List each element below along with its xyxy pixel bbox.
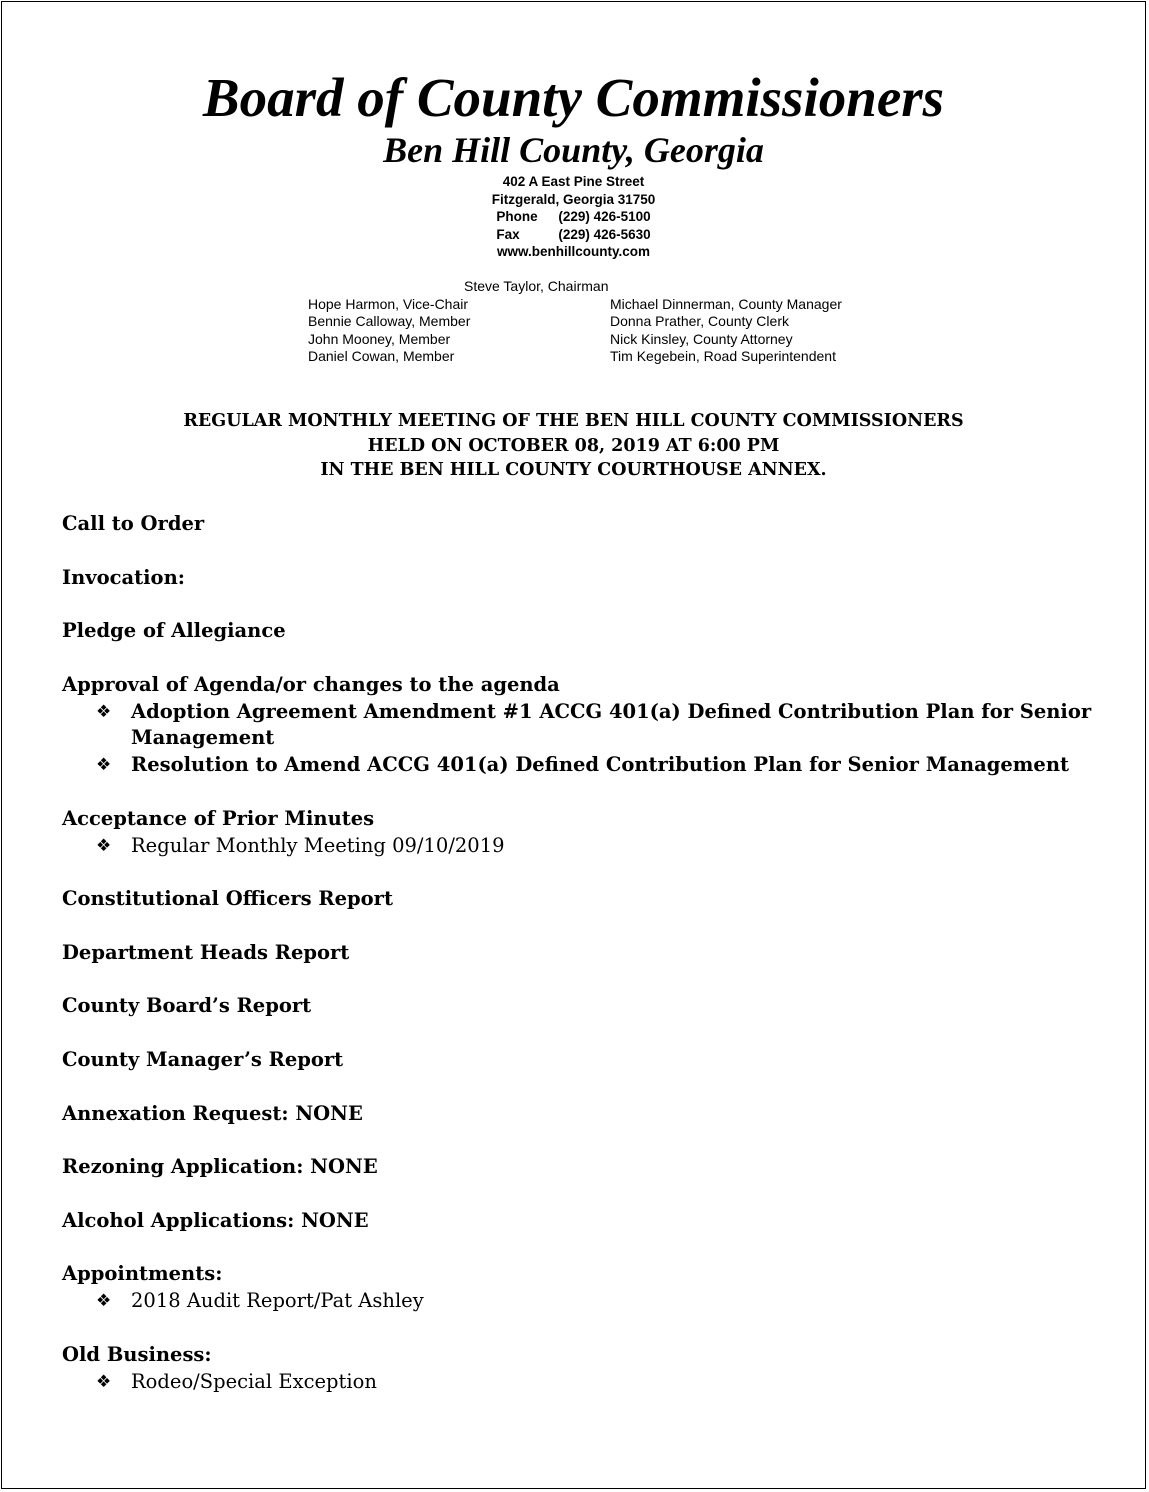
- board-title: Board of County Commissioners: [202, 67, 945, 128]
- fax-label: Fax: [496, 226, 520, 242]
- section-title: Alcohol Applications: NONE: [62, 1208, 369, 1232]
- agenda-section: [62, 940, 1122, 967]
- section-title: County Manager’s Report: [62, 1047, 344, 1071]
- meeting-heading: [2, 409, 1145, 483]
- official-name: Donna Prather, County Clerk: [610, 313, 789, 330]
- official-name: Tim Kegebein, Road Superintendent: [610, 348, 836, 365]
- item-text: Resolution to Amend ACCG 401(a) Defined Contribution Plan for Senior Management: [131, 753, 1069, 777]
- list-item: [62, 1369, 1122, 1396]
- meeting-line: REGULAR MONTHLY MEETING OF THE BEN HILL COUNTY COMMISSIONERS: [183, 411, 964, 431]
- section-title: Invocation:: [62, 565, 185, 589]
- agenda: [62, 511, 1122, 1422]
- item-text: Adoption Agreement Amendment #1 ACCG 401(a) Defined Contribution Plan for Senior Management: [131, 699, 1092, 750]
- agenda-section: [62, 1342, 1122, 1396]
- list-item: [62, 833, 1122, 860]
- meeting-line: IN THE BEN HILL COUNTY COURTHOUSE ANNEX.: [320, 460, 827, 480]
- section-title: Call to Order: [62, 512, 205, 535]
- agenda-section: [62, 511, 1122, 538]
- agenda-section: [62, 1101, 1122, 1128]
- agenda-section: [62, 618, 1122, 645]
- agenda-section: [62, 806, 1122, 860]
- section-title: Appointments:: [62, 1262, 223, 1286]
- list-item: [62, 699, 1122, 753]
- phone-label: Phone: [496, 209, 538, 224]
- bullet-icon: ❖: [96, 755, 112, 776]
- item-text: 2018 Audit Report/Pat Ashley: [131, 1289, 424, 1313]
- section-title: Pledge of Allegiance: [62, 619, 286, 643]
- contact-block: [2, 173, 1145, 261]
- document-page: [1, 1, 1146, 1489]
- meeting-line: HELD ON OCTOBER 08, 2019 AT 6:00 PM: [367, 435, 780, 456]
- chairman: Steve Taylor, Chairman: [464, 278, 609, 294]
- section-title: Rezoning Application: NONE: [62, 1155, 378, 1179]
- section-title: Acceptance of Prior Minutes: [62, 806, 375, 830]
- list-item: [62, 752, 1122, 779]
- section-title: Approval of Agenda/or changes to the agenda: [62, 672, 560, 696]
- street-address: 402 A East Pine Street: [502, 174, 645, 189]
- section-title: Department Heads Report: [62, 940, 350, 964]
- bullet-icon: ❖: [96, 835, 112, 856]
- phone-number: (229) 426-5100: [558, 209, 651, 224]
- commissioners-column: [308, 296, 470, 366]
- list-item: [62, 1288, 1122, 1315]
- city-address: Fitzgerald, Georgia 31750: [491, 191, 656, 207]
- agenda-section: [62, 993, 1122, 1020]
- section-title: Old Business:: [62, 1342, 212, 1366]
- section-title: County Board’s Report: [62, 994, 312, 1018]
- agenda-section: [62, 1261, 1122, 1315]
- agenda-section: [62, 1154, 1122, 1181]
- agenda-section: [62, 886, 1122, 913]
- official-name: Bennie Calloway, Member: [308, 313, 471, 330]
- county-subtitle: Ben Hill County, Georgia: [383, 130, 764, 170]
- fax-number: (229) 426-5630: [558, 226, 651, 242]
- item-text: Rodeo/Special Exception: [131, 1369, 377, 1393]
- agenda-section: [62, 565, 1122, 592]
- agenda-section: [62, 1047, 1122, 1074]
- bullet-icon: ❖: [96, 1371, 112, 1392]
- item-text: Regular Monthly Meeting 09/10/2019: [131, 833, 505, 857]
- fax-line: [2, 226, 1145, 244]
- bullet-icon: ❖: [96, 1291, 112, 1312]
- staff-column: [610, 296, 842, 366]
- official-name: Daniel Cowan, Member: [308, 348, 455, 365]
- section-title: Annexation Request: NONE: [62, 1101, 363, 1125]
- phone-line: [2, 208, 1145, 226]
- section-title: Constitutional Officers Report: [62, 887, 393, 911]
- official-name: Hope Harmon, Vice-Chair: [308, 295, 469, 312]
- bullet-icon: ❖: [96, 701, 112, 722]
- website: www.benhillcounty.com: [496, 244, 650, 259]
- official-name: John Mooney, Member: [308, 330, 451, 347]
- official-name: Nick Kinsley, County Attorney: [610, 330, 793, 347]
- agenda-section: [62, 1208, 1122, 1235]
- agenda-section: [62, 672, 1122, 779]
- official-name: Michael Dinnerman, County Manager: [610, 295, 842, 312]
